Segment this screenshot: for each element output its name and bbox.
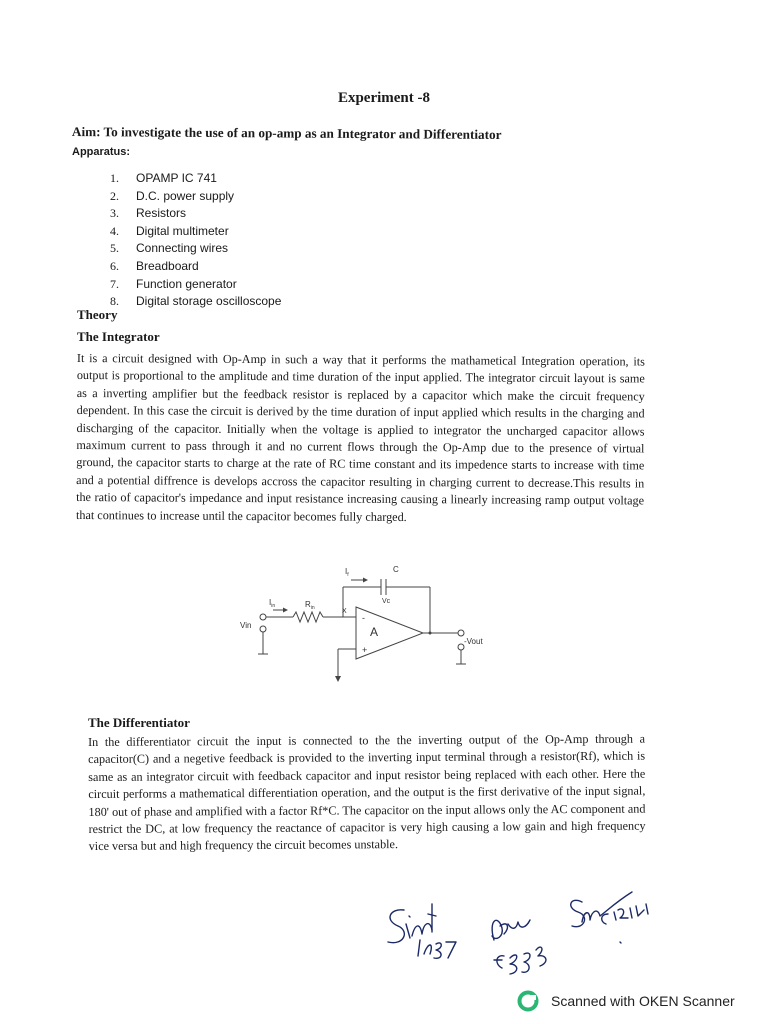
scanner-text: Scanned with OKEN Scanner <box>551 993 735 1009</box>
label-c: C <box>393 565 399 574</box>
differentiator-heading: The Differentiator <box>88 715 190 730</box>
label-plus: + <box>362 645 368 655</box>
apparatus-item: 2. D.C. power supply <box>110 188 235 203</box>
label-a: A <box>370 625 379 639</box>
apparatus-item: 3. Resistors <box>110 206 187 221</box>
label-x: X <box>342 608 347 615</box>
label-rin: $R_{in}$ <box>305 600 315 611</box>
svg-text:Sint: Sint <box>370 880 372 881</box>
scanner-watermark <box>517 990 735 1012</box>
label-vc: Vc <box>382 598 391 605</box>
handwritten-signatures <box>370 880 660 990</box>
differentiator-paragraph: In the differentiator circuit the input is connected to the the inverting output of the Op-Amp through a capacitor(C) and a negetive feedback is provided to the inverting input terminal through a resistor(Rf), which is same as an integrator circuit with feedback capacitor and input resistor being replaced with each other. Here the circuit performs a mathematical differentiation operation, and the output is the first derivative of the input signal, 180' out of phase and amplified with a factor Rf*C. The capacitor on the input allows only the AC component and restrict the DC, at low frequency the reactance of capacitor is very high causing a low gain and high frequency vice versa but and high frequency the circuit becomes unstable. <box>88 731 646 854</box>
apparatus-item: 8. Digital storage oscilloscope <box>110 294 282 309</box>
label-vin: Vin <box>240 621 252 630</box>
apparatus-item: 1. OPAMP IC 741 <box>110 171 217 185</box>
integrator-paragraph: It is a circuit designed with Op-Amp in such a way that it performs the mathametical Integration operation, its output is proportional to the amplitude and time duration of the input applied. The integrator circuit layout is same as a inverting amplifier but the feedback resistor is replaced by a capacitor which make the circuit frequency dependent. In this case the circuit is derived by the time duration of input applied which results in the charging and discharging of the capacitor. Initially when the voltage is applied to integrator the uncharged capacitor allows maximum current to pass through it and no current flows through the Op-Amp due to the presence of virtual ground, the capacitor starts to charge at the rate of RC time constant and its impedence starts to increase with time and a potential diffrence is develops accross the capacitor resulting in charging current to decrease.This results in the ratio of capacitor's impedance and input resistance increasing causing a linearly increasing ramp output voltage that continues to increase until the capacitor becomes fully charged. <box>75 350 645 524</box>
oken-logo-icon <box>517 990 539 1012</box>
apparatus-label: Apparatus: <box>72 146 131 158</box>
apparatus-item: 4. Digital multimeter <box>110 223 229 238</box>
apparatus-list <box>110 170 281 311</box>
aim-statement: Aim: To investigate the use of an op-amp as an Integrator and Differentiator <box>71 124 502 142</box>
label-vout: -Vout <box>464 637 483 646</box>
integrator-circuit-diagram <box>225 560 505 690</box>
apparatus-item: 6. Breadboard <box>110 258 199 273</box>
integrator-heading: The Integrator <box>77 329 160 344</box>
label-iin: $I_{in}$ <box>269 598 276 609</box>
apparatus-item: 7. Function generator <box>110 276 237 291</box>
theory-heading: Theory <box>77 307 118 322</box>
label-minus: - <box>362 613 365 623</box>
label-if: $I_f$ <box>345 567 349 578</box>
experiment-title: Experiment -8 <box>337 90 431 106</box>
apparatus-item: 5. Connecting wires <box>110 241 229 256</box>
